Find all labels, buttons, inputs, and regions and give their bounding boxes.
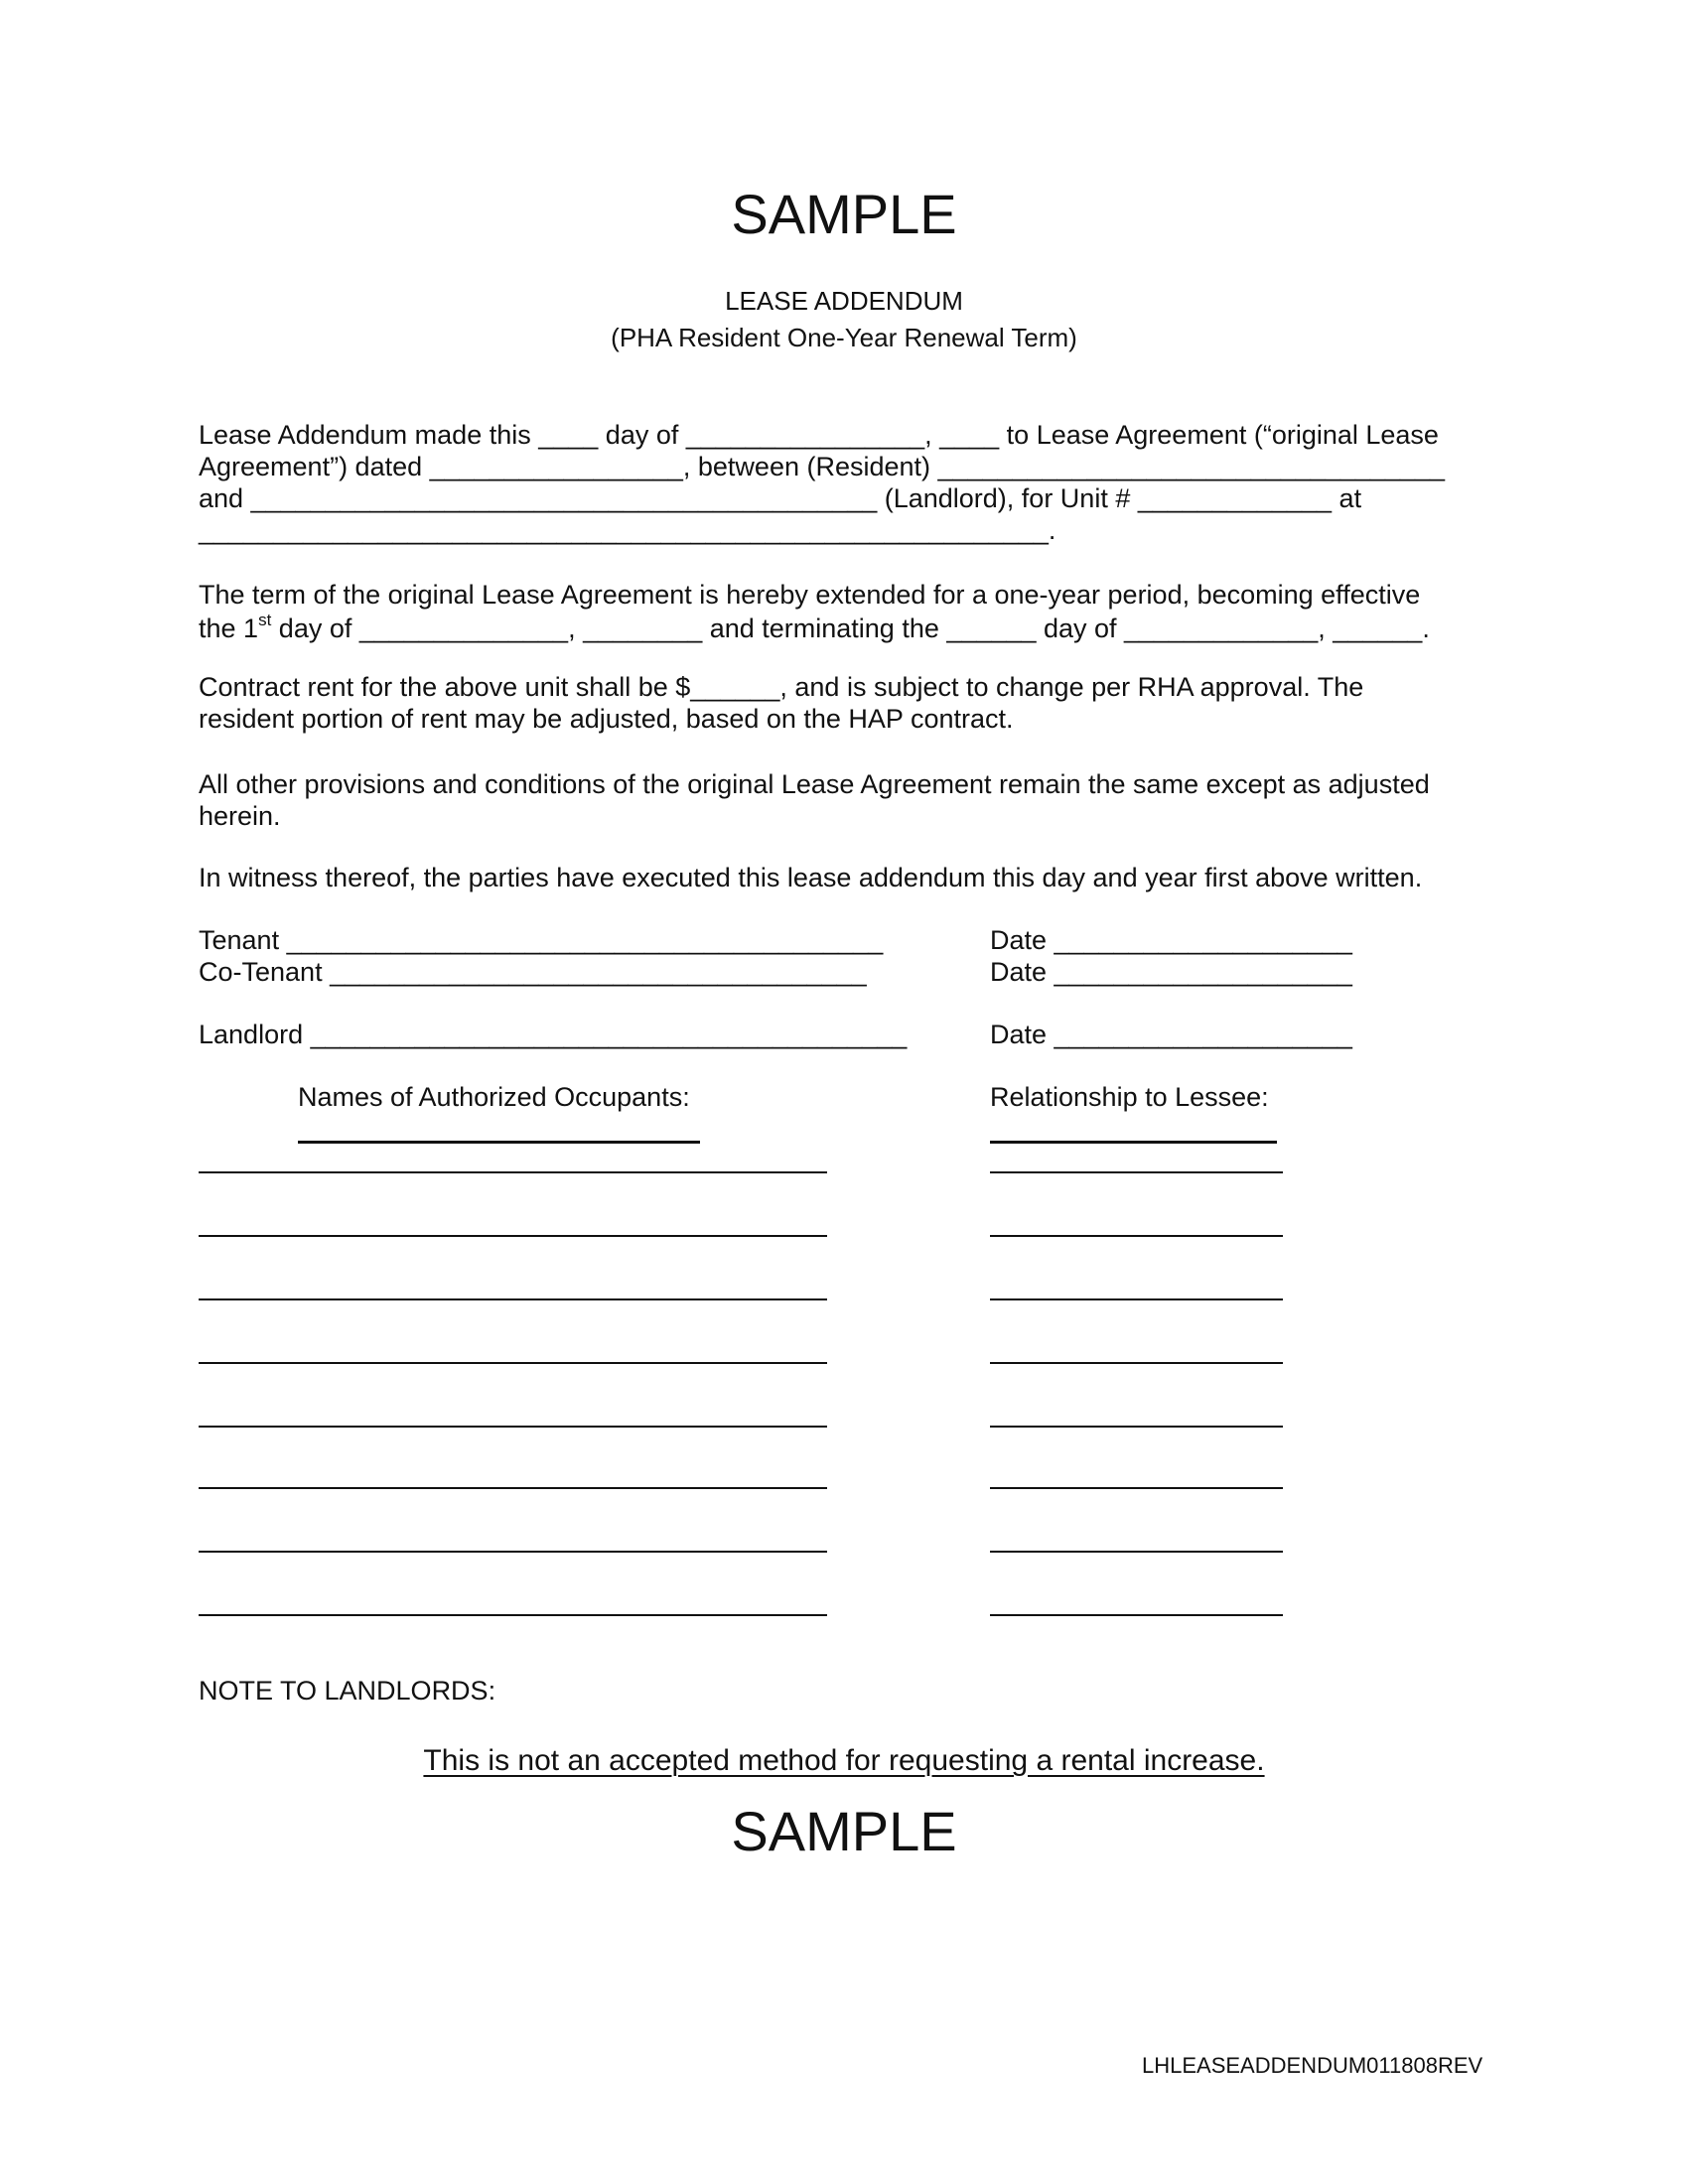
- note-label: NOTE TO LANDLORDS:: [199, 1676, 496, 1706]
- intro-line-4: _________________________________________________________.: [199, 515, 1056, 545]
- note-text-underlined: This is not an accepted method for requesting a rental increase.: [423, 1744, 1265, 1777]
- ordinal-suffix: st: [258, 611, 272, 629]
- occupant-name-line[interactable]: [199, 1426, 827, 1428]
- intro-line-2: Agreement”) dated _________________, between (Resident) __________________________________: [199, 452, 1446, 481]
- witness-statement: In witness thereof, the parties have executed this lease addendum this day and year first above written.: [199, 863, 1423, 892]
- term-line-2-prefix: the 1: [199, 614, 259, 643]
- occupant-relationship-line[interactable]: [990, 1235, 1283, 1237]
- occupant-name-line[interactable]: [199, 1614, 827, 1616]
- tenant-date-line[interactable]: Date ____________________: [990, 925, 1352, 955]
- sample-watermark-bottom: SAMPLE: [731, 1800, 957, 1862]
- note-text: [0, 1743, 1688, 1779]
- tenant-signature-line[interactable]: Tenant ________________________________________: [199, 925, 884, 955]
- occupant-name-line[interactable]: [199, 1487, 827, 1489]
- occupant-relationship-line[interactable]: [990, 1614, 1283, 1616]
- occupants-names-header: Names of Authorized Occupants:: [298, 1082, 690, 1112]
- intro-line-3: and __________________________________________ (Landlord), for Unit # _____________ at: [199, 483, 1362, 513]
- names-header-underline: [298, 1141, 700, 1144]
- landlord-date-line[interactable]: Date ____________________: [990, 1020, 1352, 1049]
- co-tenant-date-line[interactable]: Date ____________________: [990, 957, 1352, 987]
- rent-line-1: Contract rent for the above unit shall be $______, and is subject to change per RHA approval. The: [199, 672, 1364, 702]
- provisions-line-1: All other provisions and conditions of the original Lease Agreement remain the same except as adjusted: [199, 769, 1430, 799]
- occupant-relationship-line[interactable]: [990, 1487, 1283, 1489]
- rent-line-2: resident portion of rent may be adjusted, based on the HAP contract.: [199, 704, 1014, 734]
- sample-watermark-top: SAMPLE: [731, 183, 957, 245]
- term-line-2: [199, 613, 1430, 644]
- occupant-name-line[interactable]: [199, 1551, 827, 1553]
- occupant-name-line[interactable]: [199, 1171, 827, 1173]
- relationship-header-underline: [990, 1141, 1277, 1144]
- occupant-relationship-line[interactable]: [990, 1426, 1283, 1428]
- landlord-signature-line[interactable]: Landlord ________________________________________: [199, 1020, 908, 1049]
- co-tenant-signature-line[interactable]: Co-Tenant ____________________________________: [199, 957, 867, 987]
- form-code: LHLEASEADDENDUM011808REV: [1142, 2053, 1483, 2078]
- occupant-name-line[interactable]: [199, 1298, 827, 1300]
- occupant-relationship-line[interactable]: [990, 1551, 1283, 1553]
- occupants-relationship-header: Relationship to Lessee:: [990, 1082, 1269, 1112]
- provisions-line-2: herein.: [199, 801, 281, 831]
- term-line-2-suffix: day of ______________, ________ and terminating the ______ day of _____________, ______.: [271, 614, 1430, 643]
- document-title: LEASE ADDENDUM: [725, 286, 963, 316]
- occupant-relationship-line[interactable]: [990, 1362, 1283, 1364]
- document-subtitle: (PHA Resident One-Year Renewal Term): [611, 323, 1077, 352]
- term-line-1: The term of the original Lease Agreement is hereby extended for a one-year period, becoming effective: [199, 580, 1421, 610]
- occupant-relationship-line[interactable]: [990, 1298, 1283, 1300]
- occupant-name-line[interactable]: [199, 1362, 827, 1364]
- occupant-name-line[interactable]: [199, 1235, 827, 1237]
- intro-line-1: Lease Addendum made this ____ day of ________________, ____ to Lease Agreement (“original Lease: [199, 420, 1439, 450]
- occupant-relationship-line[interactable]: [990, 1171, 1283, 1173]
